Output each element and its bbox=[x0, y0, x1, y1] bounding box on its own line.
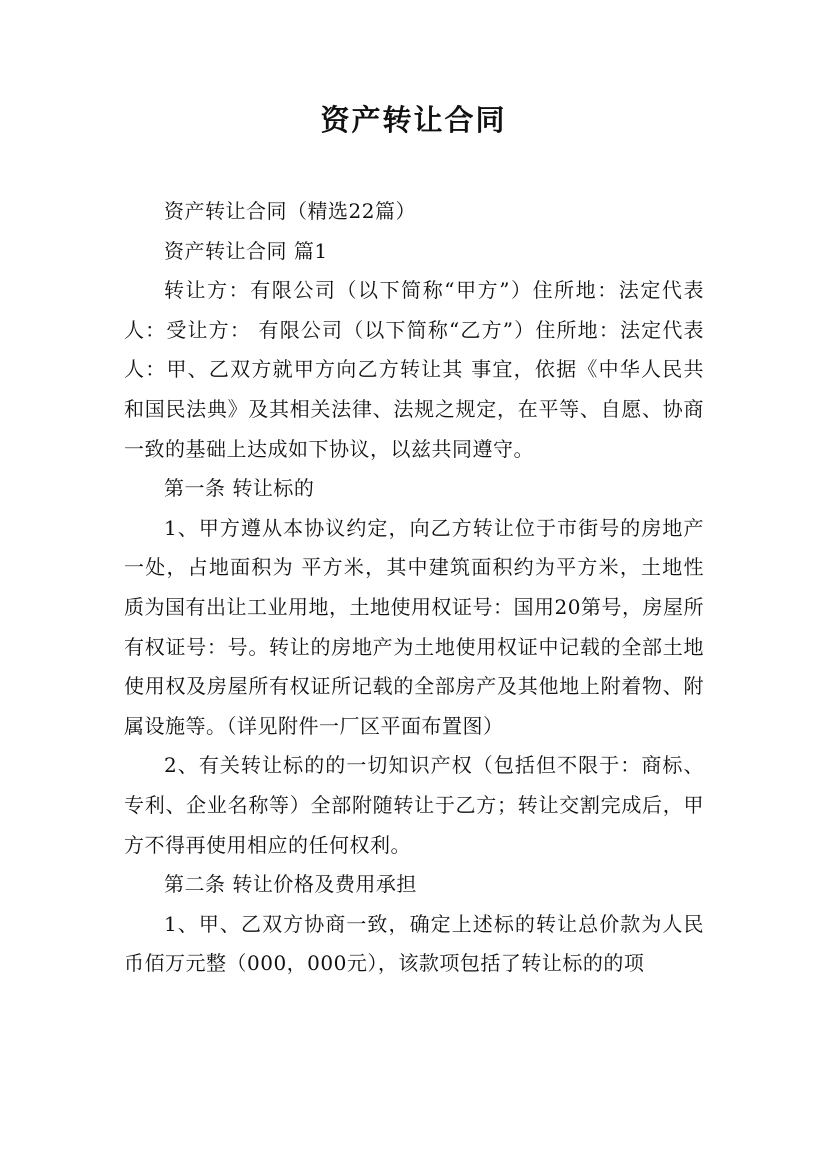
paragraph: 资产转让合同 篇1 bbox=[164, 238, 328, 263]
paragraph: 资产转让合同（精选22篇） bbox=[164, 199, 416, 223]
section-heading: 第一条 转让标的 bbox=[164, 476, 315, 501]
paragraph: 1、甲方遵从本协议约定，向乙方转让位于市街号的房地产一处，占地面积为 平方米，其中建筑面积约为平方米，土地性质为国有出让工业用地，土地使用权证号：国用20第号，房屋所有权证号：号。转让的房地产为土地使用权证中记载的全部土地使用权及房屋所有权证所记载的全部房产及其他地上附着物、附属设施等。（详见附件一厂区平面布置图） bbox=[124, 515, 704, 738]
section-heading: 第二条 转让价格及费用承担 bbox=[164, 872, 417, 897]
paragraph: 1、甲、乙双方协商一致，确定上述标的转让总价款为人民币佰万元整（000，000元），该款项包括了转让标的的项 bbox=[124, 911, 704, 976]
document-title: 资产转让合同 bbox=[320, 103, 507, 137]
paragraph: 转让方：有限公司（以下简称“甲方”）住所地：法定代表人：受让方： 有限公司（以下简称“乙方”）住所地：法定代表人：甲、乙双方就甲方向乙方转让其 事宜，依据《中华人民共和国民法典》及其相关法律、法规之规定，在平等、自愿、协商一致的基础上达成如下协议，以兹共同遵守。 bbox=[124, 278, 704, 461]
document-body bbox=[124, 192, 704, 984]
paragraph: 2、有关转让标的的一切知识产权（包括但不限于：商标、专利、企业名称等）全部附随转让于乙方；转让交割完成后，甲方不得再使用相应的任何权利。 bbox=[124, 753, 704, 857]
